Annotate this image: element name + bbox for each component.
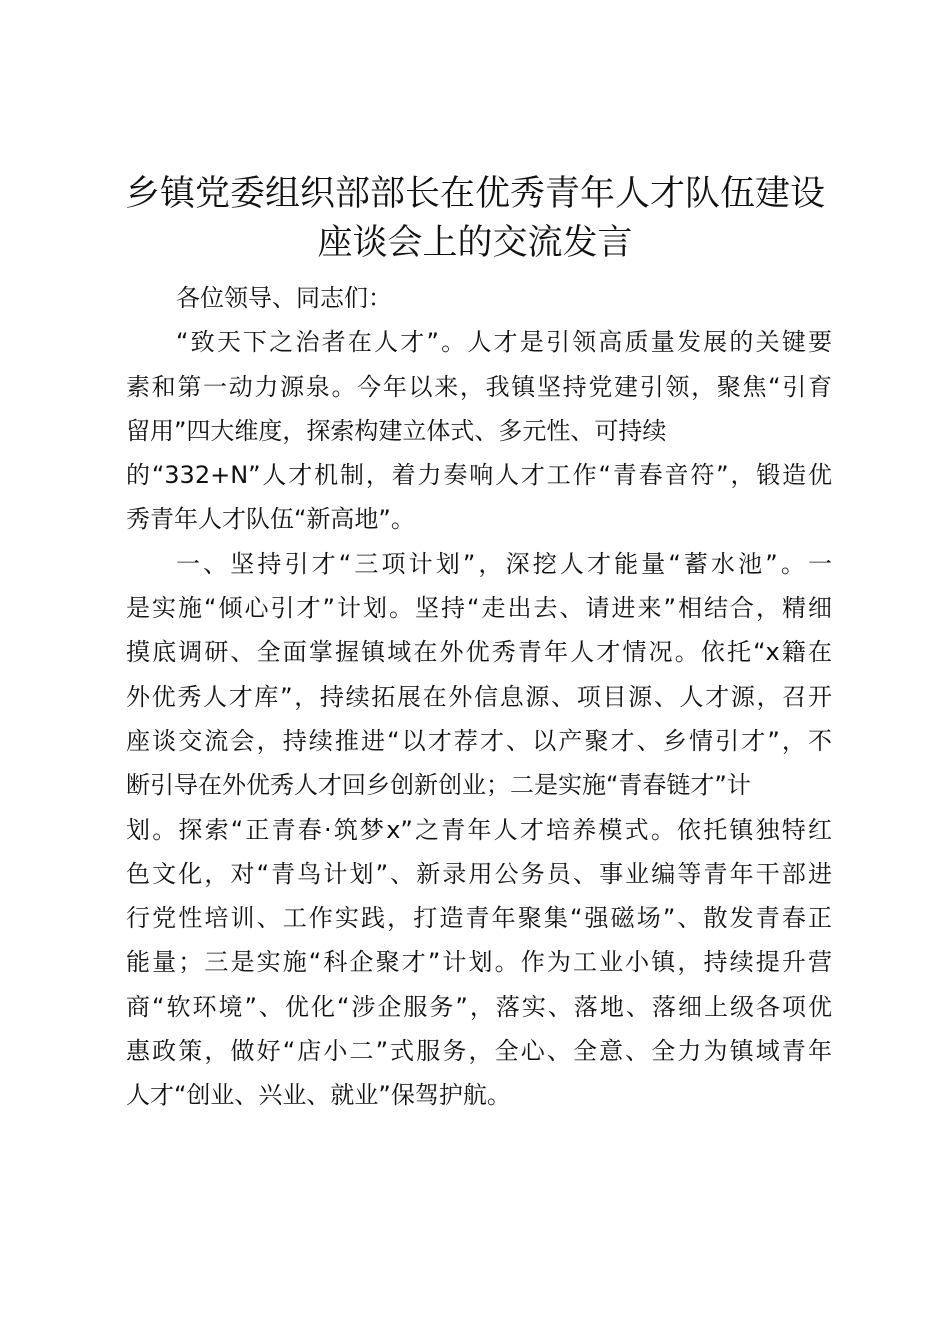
body-line: 外优秀人才库”，持续拓展在外信息源、项目源、人才源，召开: [126, 682, 832, 711]
body-line: 的“332+N”人才机制，着力奏响人才工作“青春音符”，锻造优: [126, 461, 832, 490]
body-line: 留用”四大维度，探索构建立体式、多元性、可持续: [126, 416, 667, 445]
body-line: 各位领导、同志们：: [176, 284, 392, 312]
body-line: 座谈交流会，持续推进“以才荐才、以产聚才、乡情引才”，不: [126, 726, 832, 755]
body-line: 色文化，对“青鸟计划”、新录用公务员、事业编等青年干部进: [126, 859, 832, 888]
body-line: 摸底调研、全面掌握镇域在外优秀青年人才情况。依托“x籍在: [126, 638, 832, 667]
body-line: 商“软环境”、优化“涉企服务”，落实、落地、落细上级各项优: [126, 992, 832, 1021]
document-title: [100, 170, 850, 268]
document-body: [126, 276, 832, 1118]
title-line: 乡镇党委组织部部长在优秀青年人才队伍建设: [124, 174, 825, 214]
body-line: 人才“创业、兴业、就业”保驾护航。: [126, 1081, 511, 1110]
body-line: 行党性培训、工作实践，打造青年聚集“强磁场”、散发青春正: [126, 904, 832, 933]
body-line: 是实施“倾心引才”计划。坚持“走出去、请进来”相结合，精细: [126, 594, 832, 623]
body-line: 惠政策，做好“店小二”式服务，全心、全意、全力为镇域青年: [126, 1037, 832, 1066]
body-line: 划。探索“正青春·筑梦x”之青年人才培养模式。依托镇独特红: [126, 815, 832, 844]
body-line: 素和第一动力源泉。今年以来，我镇坚持党建引领，聚焦“引育: [126, 372, 832, 401]
body-line: 秀青年人才队伍“新高地”。: [126, 505, 415, 534]
body-line: “致天下之治者在人才”。人才是引领高质量发展的关键要: [176, 328, 832, 357]
body-line: 一、坚持引才“三项计划”，深挖人才能量“蓄水池”。一: [176, 549, 832, 578]
body-line: 断引导在外优秀人才回乡创新创业；二是实施“青春链才”计: [126, 771, 751, 800]
title-line: 座谈会上的交流发言: [317, 223, 633, 263]
body-line: 能量；三是实施“科企聚才”计划。作为工业小镇，持续提升营: [126, 948, 832, 977]
